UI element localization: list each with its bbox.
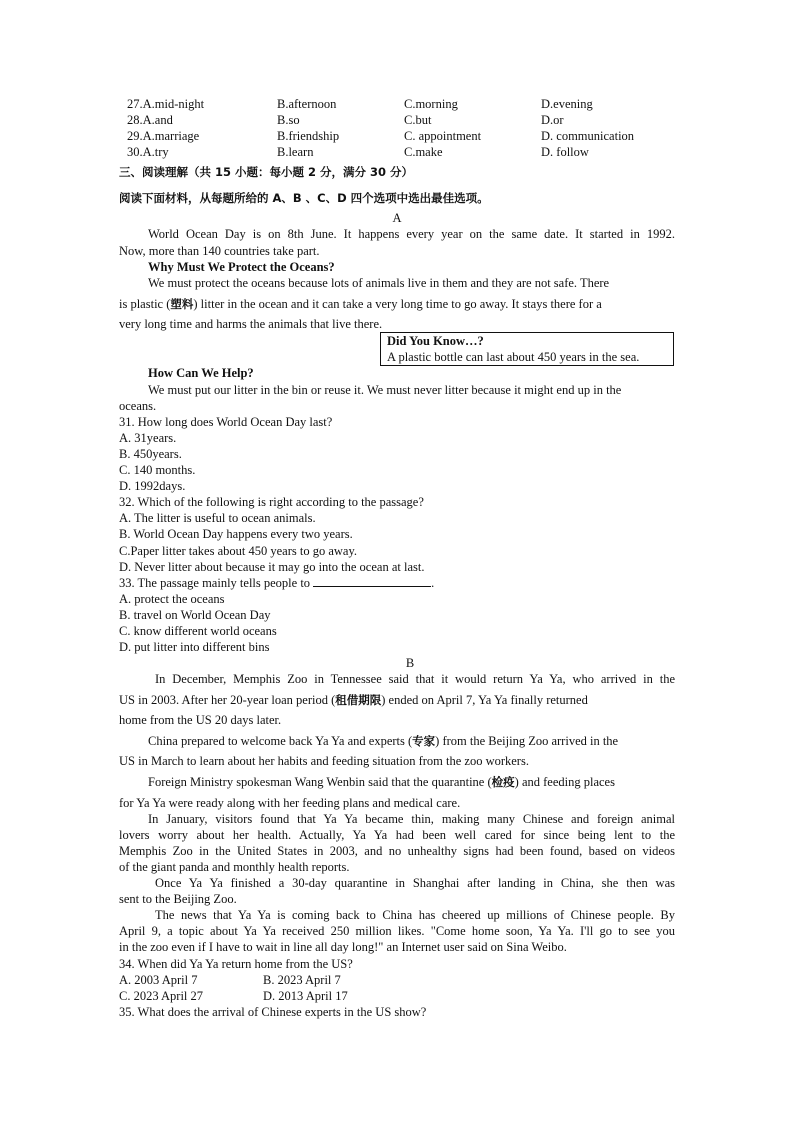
passage-b-p5-line2: sent to the Beijing Zoo. (119, 892, 237, 906)
option-30-a: 30.A.try (127, 145, 169, 159)
q31-option-a: A. 31years. (119, 431, 177, 445)
option-30-c: C.make (404, 145, 443, 159)
q31-option-c: C. 140 months. (119, 463, 196, 477)
passage-b-p6-line1: The news that Ya Ya is coming back to China has cheered up millions of Chinese people. By (155, 908, 675, 922)
did-you-know-box (380, 332, 674, 366)
question-31: 31. How long does World Ocean Day last? (119, 415, 333, 429)
q34-option-b: B. 2023 April 7 (263, 973, 341, 987)
option-27-c: C.morning (404, 97, 458, 111)
cjk-note-loan: 租借期限 (335, 693, 382, 707)
passage-b-p1-line3: home from the US 20 days later. (119, 713, 282, 727)
passage-b-p4-line2: lovers worry about her health. Actually, Ya Ya had been well cared for since being lent to the (119, 828, 675, 842)
question-32: 32. Which of the following is right according to the passage? (119, 495, 424, 509)
q33-option-c: C. know different world oceans (119, 624, 277, 638)
text-span: Foreign Ministry spokesman Wang Wenbin said that the quarantine ( (148, 775, 492, 789)
q31-option-b: B. 450years. (119, 447, 182, 461)
cjk-note-experts: 专家 (412, 734, 436, 748)
option-27-d: D.evening (541, 97, 593, 111)
passage-b-p4-line4: of the giant panda and monthly health reports. (119, 860, 350, 874)
passage-a-p2-line3: very long time and harms the animals that live there. (119, 317, 383, 331)
text-span: China prepared to welcome back Ya Ya and experts ( (148, 734, 413, 748)
option-29-d: D. communication (541, 129, 635, 143)
passage-b-p6-line2: April 9, a topic about Ya Ya received 250 million likes. "Come home soon, Ya Ya. I'll go to see you (119, 924, 675, 938)
passage-a-p1-line2: Now, more than 140 countries take part. (119, 244, 320, 258)
option-28-d: D.or (541, 113, 564, 127)
text-span: is plastic ( (119, 297, 171, 311)
passage-b-p1-line1: In December, Memphis Zoo in Tennessee said that it would return Ya Ya, who arrived in the (155, 672, 675, 686)
option-29-a: 29.A.marriage (127, 129, 200, 143)
option-28-a: 28.A.and (127, 113, 173, 127)
option-29-b: B.friendship (277, 129, 340, 143)
heading-how-help: How Can We Help? (148, 366, 254, 380)
passage-b-p3-line2: for Ya Ya were ready along with her feeding plans and medical care. (119, 796, 461, 810)
passage-b-p3-line1 (148, 774, 675, 790)
option-29-c: C. appointment (404, 129, 482, 143)
passage-a-p3-line1: We must put our litter in the bin or reuse it. We must never litter because it might end up in the (148, 383, 622, 397)
passage-a-label: A (392, 211, 402, 225)
option-30-d: D. follow (541, 145, 589, 159)
question-text: 33. The passage mainly tells people to (119, 576, 311, 590)
question-34: 34. When did Ya Ya return home from the US? (119, 957, 353, 971)
q33-option-b: B. travel on World Ocean Day (119, 608, 271, 622)
section-title: 三、阅读理解（共 15 小题：每小题 2 分，满分 30 分） (119, 165, 414, 179)
passage-b-p1-line2 (119, 692, 675, 708)
q32-option-b: B. World Ocean Day happens every two years. (119, 527, 353, 541)
cjk-note-quarantine: 检疫 (491, 775, 515, 789)
text-span: ) ended on April 7, Ya Ya finally returned (381, 693, 588, 707)
q34-option-a: A. 2003 April 7 (119, 973, 198, 987)
passage-b-p4-line3: Memphis Zoo in the United States in 2003, and no unhealthy signs had been found, based on videos (119, 844, 675, 858)
passage-b-label: B (405, 656, 415, 670)
option-30-b: B.learn (277, 145, 314, 159)
passage-a-p2-line1: We must protect the oceans because lots of animals live in them and they are not safe. There (148, 276, 610, 290)
passage-b-p6-line3: in the zoo even if I have to wait in line all day long!" an Internet user said on Sina Weibo. (119, 940, 567, 954)
question-end: . (431, 576, 435, 590)
q33-option-d: D. put litter into different bins (119, 640, 270, 654)
option-28-b: B.so (277, 113, 300, 127)
text-span: US in 2003. After her 20-year loan period ( (119, 693, 336, 707)
option-27-b: B.afternoon (277, 97, 337, 111)
text-span: ) from the Beijing Zoo arrived in the (435, 734, 619, 748)
q31-option-d: D. 1992days. (119, 479, 186, 493)
cjk-note-plastic: 塑料 (170, 297, 194, 311)
passage-b-p2-line2: US in March to learn about her habits and feeding situation from the zoo workers. (119, 754, 529, 768)
heading-why-protect: Why Must We Protect the Oceans? (148, 260, 335, 274)
did-you-know-title: Did You Know…? (387, 334, 484, 348)
text-span: ) litter in the ocean and it can take a very long time to go away. It stays there for a (193, 297, 602, 311)
question-33 (119, 575, 675, 591)
q32-option-d: D. Never litter about because it may go into the ocean at last. (119, 560, 425, 574)
passage-a-p3-line2: oceans. (119, 399, 157, 413)
passage-b-p5-line1: Once Ya Ya finished a 30-day quarantine in Shanghai after landing in China, she then was (155, 876, 675, 890)
answer-blank (313, 575, 431, 587)
passage-b-p2-line1 (148, 733, 675, 749)
question-35: 35. What does the arrival of Chinese experts in the US show? (119, 1005, 427, 1019)
q34-option-c: C. 2023 April 27 (119, 989, 204, 1003)
q32-option-a: A. The litter is useful to ocean animals. (119, 511, 316, 525)
did-you-know-text: A plastic bottle can last about 450 years in the sea. (387, 350, 640, 364)
option-27-a: 27.A.mid-night (127, 97, 205, 111)
q33-option-a: A. protect the oceans (119, 592, 225, 606)
q34-option-d: D. 2013 April 17 (263, 989, 348, 1003)
passage-b-p4-line1: In January, visitors found that Ya Ya became thin, making many Chinese and foreign animal (148, 812, 675, 826)
section-instruction: 阅读下面材料，从每题所给的 A、B 、C、D 四个选项中选出最佳选项。 (119, 191, 489, 205)
q32-option-c: C.Paper litter takes about 450 years to go away. (119, 544, 358, 558)
passage-a-p2-line2 (119, 296, 675, 312)
option-28-c: C.but (404, 113, 432, 127)
text-span: ) and feeding places (514, 775, 615, 789)
passage-a-p1-line1: World Ocean Day is on 8th June. It happens every year on the same date. It started in 1992. (148, 227, 675, 241)
